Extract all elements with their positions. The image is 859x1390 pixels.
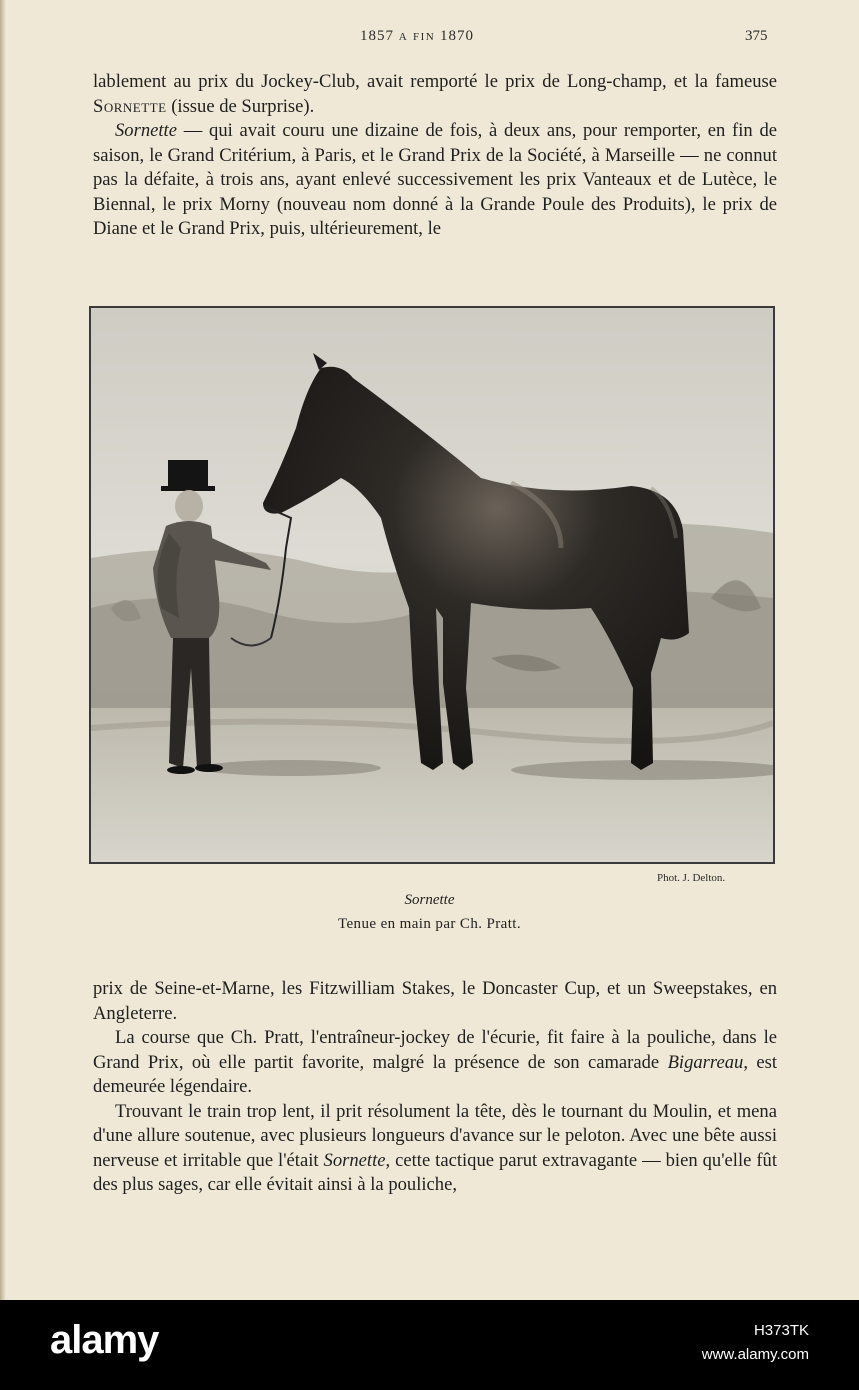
- paragraph: lablement au prix du Jockey-Club, avait remporté le prix de Long-champ, et la fameuse Sornette (issue de Surprise).: [93, 71, 777, 117]
- horse-and-handler-photo: [91, 308, 773, 862]
- top-text-block: [93, 70, 777, 242]
- paragraph: La course que Ch. Pratt, l'entraîneur-jockey de l'écurie, fit faire à la pouliche, dans le Grand Prix, où elle partit favorite, malgré la présence de son camarade Bigarreau, est demeurée légendaire.: [93, 1027, 778, 1097]
- paragraph: Sornette — qui avait couru une dizaine de fois, à deux ans, pour remporter, en fin de saison, le Grand Critérium, à Paris, et le Grand Prix de la Société, à Marseille — ne connut pas la défaite, à trois ans, ayant enlevé successivement les prix Vanteaux et de Lutèce, le Biennal, le prix Morny (nouveau nom donné à la Grande Poule des Produits), le prix de Diane et le Grand Prix, puis, ultérieurement, le: [93, 120, 777, 239]
- running-head: 1857 A FIN 1870: [360, 28, 474, 44]
- photograph: [89, 306, 775, 864]
- paragraph: prix de Seine-et-Marne, les Fitzwilliam Stakes, le Doncaster Cup, et un Sweepstakes, en Angleterre.: [93, 978, 777, 1024]
- page-number: 375: [745, 28, 768, 44]
- caption-subtitle: Tenue en main par Ch. Pratt.: [337, 916, 522, 932]
- photo-credit: Phot. J. Delton.: [657, 872, 726, 884]
- stock-image-id: H373TK: [753, 1322, 809, 1339]
- page-spine-shadow: [0, 0, 6, 1300]
- stock-logo: alamy: [50, 1318, 159, 1362]
- paragraph: Trouvant le train trop lent, il prit résolument la tête, dès le tournant du Moulin, et mena d'une allure soutenue, avec plusieurs longueurs d'avance sur le peloton. Avec une bête aussi nerveuse et irritable que l'était Sornette, cette tactique parut extravagante — bien qu'elle fût des plus sages, car elle évitait ainsi à la pouliche,: [93, 1100, 777, 1195]
- caption-title: Sornette: [404, 892, 455, 908]
- bottom-text-block: [93, 977, 777, 1198]
- stock-url: www.alamy.com: [701, 1346, 809, 1363]
